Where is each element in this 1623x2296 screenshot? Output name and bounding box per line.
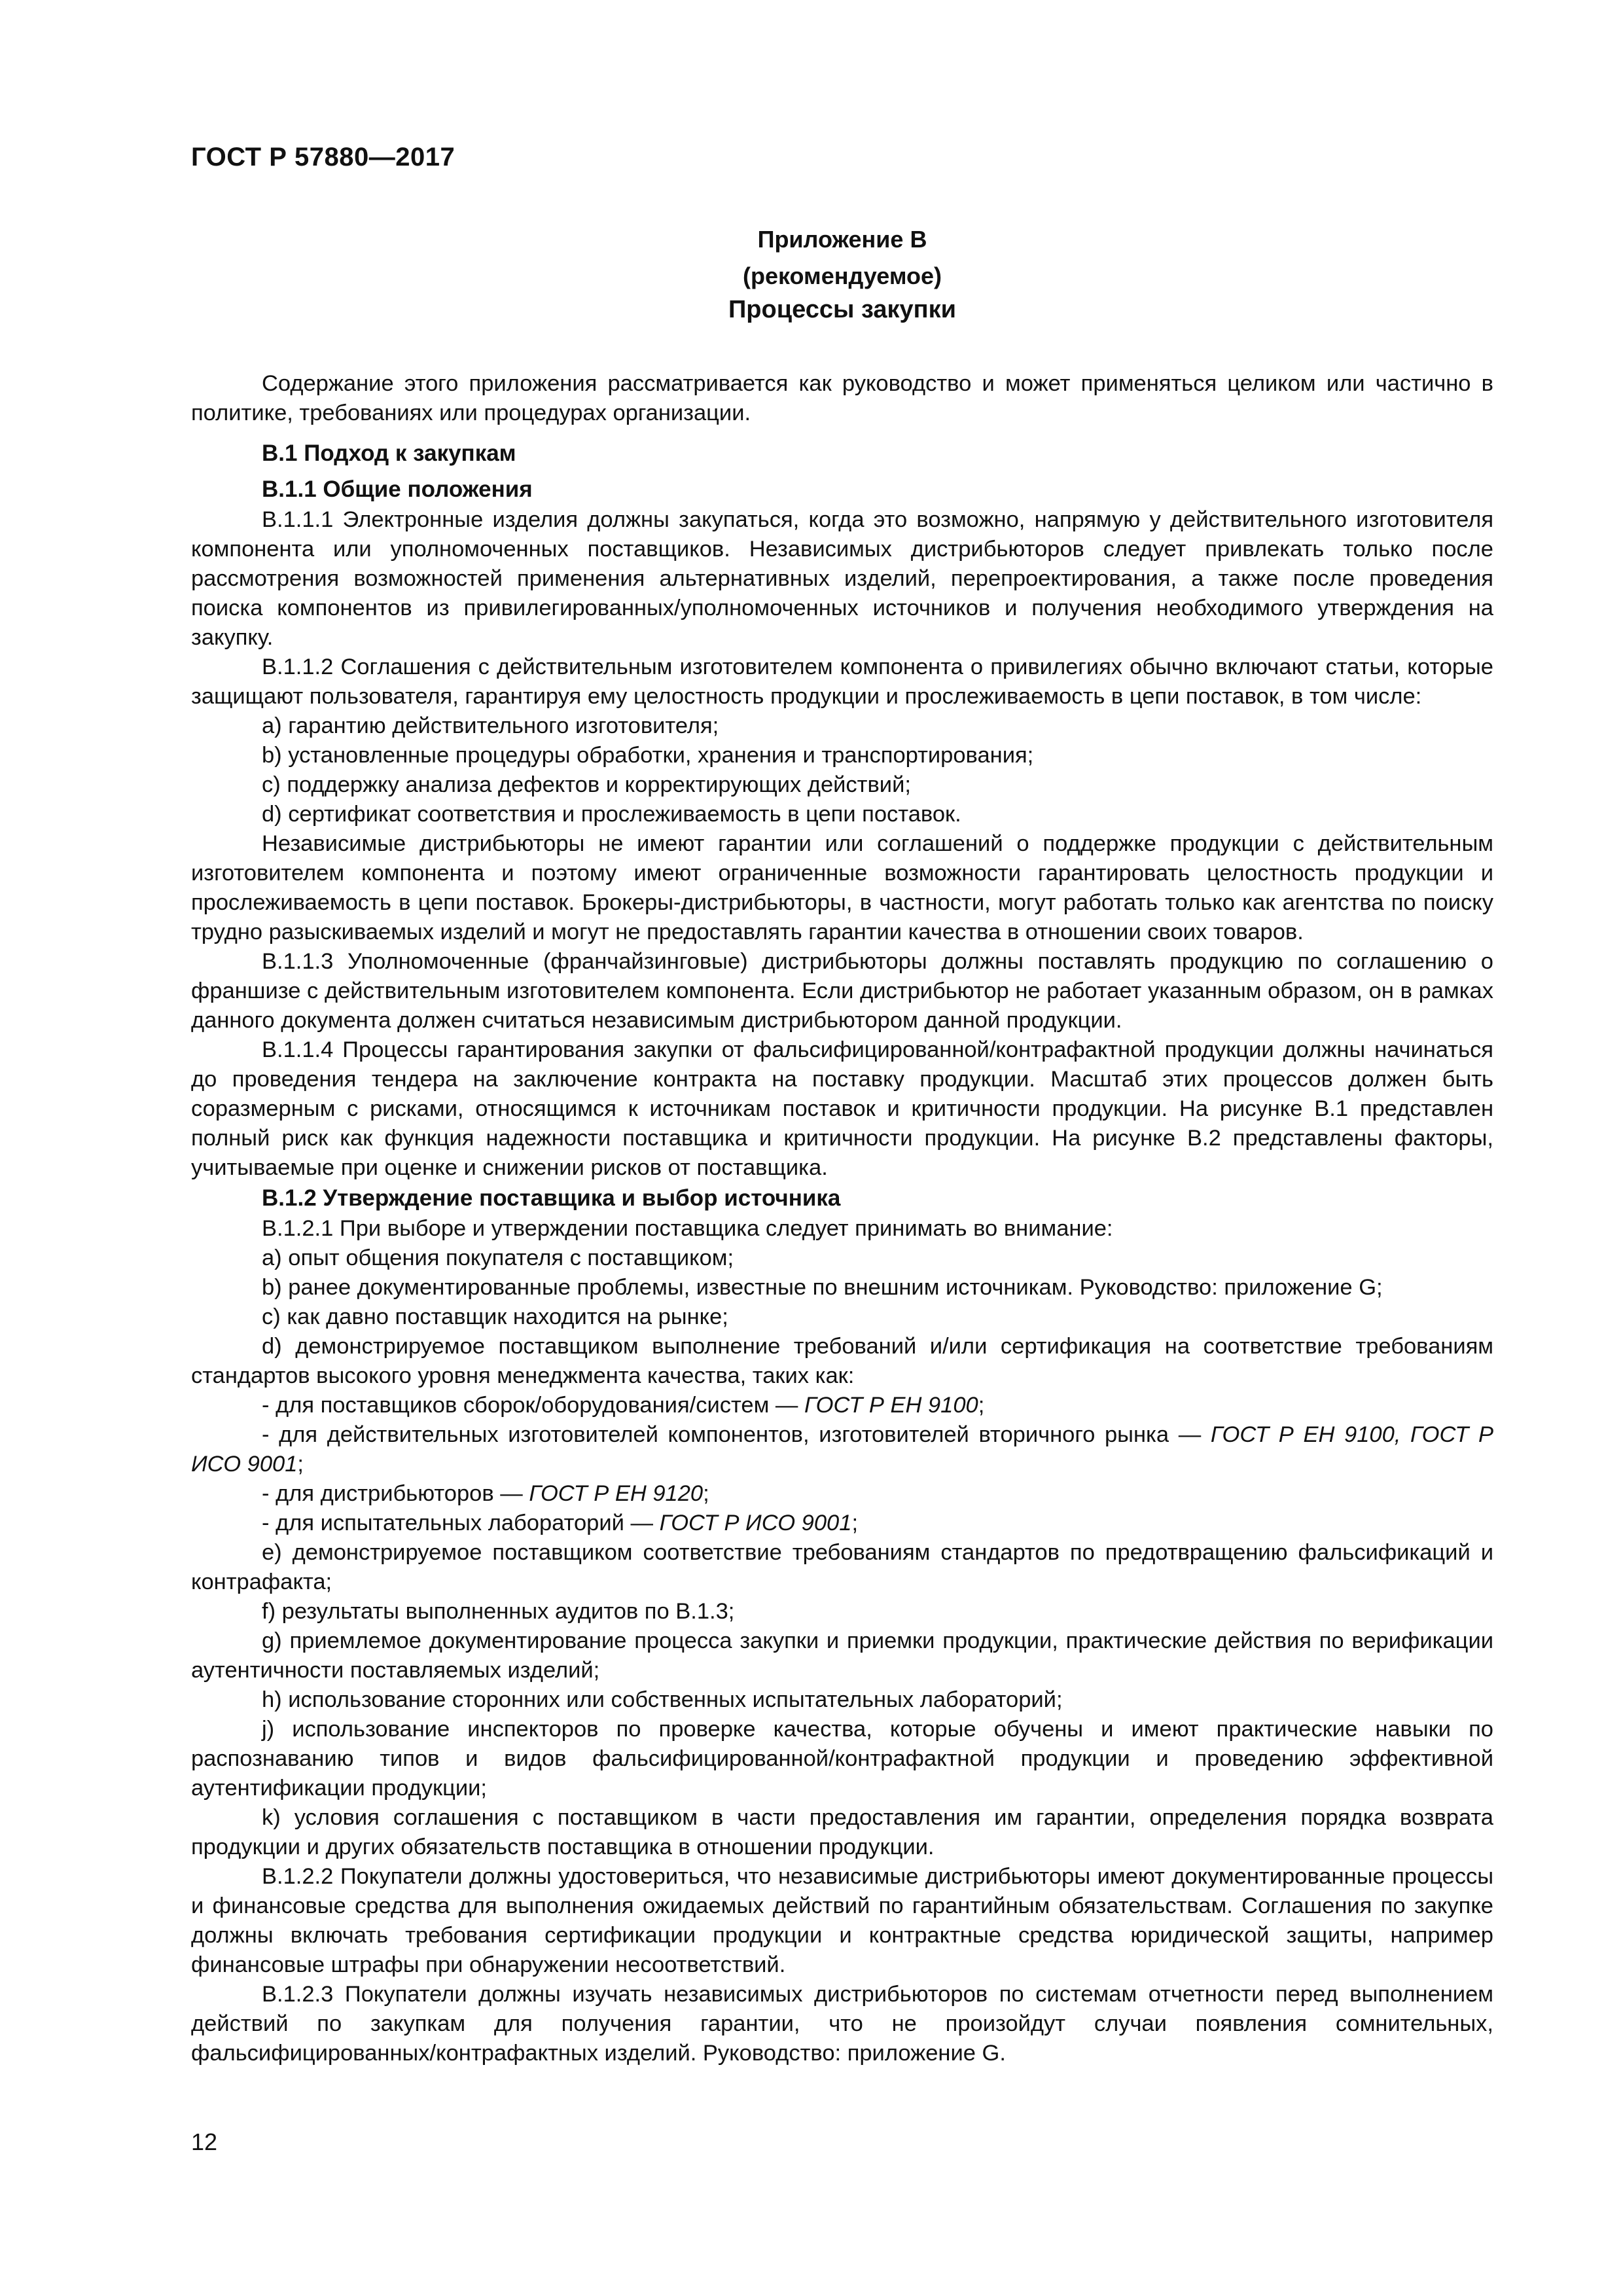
list-item-b: b) ранее документированные проблемы, известные по внешним источникам. Руководство: приложение G;: [262, 1275, 1383, 1300]
appendix-status: (рекомендуемое): [743, 262, 942, 289]
list-item-b: b) установленные процедуры обработки, хранения и транспортирования;: [262, 743, 1034, 768]
sublist-text: - для испытательных лабораторий —: [262, 1511, 660, 1535]
sublist-end: ;: [978, 1393, 985, 1418]
sublist-item: [191, 1479, 1493, 1509]
sublist-item: [191, 1391, 1493, 1420]
standard-reference: ГОСТ Р ЕН 9100, ГОСТ Р ИСО 9001: [191, 1422, 1493, 1477]
sublist-text: - для действительных изготовителей компонентов, изготовителей вторичного рынка —: [262, 1422, 1211, 1447]
standard-reference: ГОСТ Р ИСО 9001: [659, 1511, 852, 1535]
paragraph-b123: В.1.2.3 Покупатели должны изучать независимых дистрибьюторов по системам отчетности перед выполнением действий по закупкам для получения гарантии, что не произойдут случаи появления сомнительных, фальсифицированных/контрафактных изделий. Руководство: приложение G.: [191, 1982, 1493, 2066]
paragraph-b114: В.1.1.4 Процессы гарантирования закупки от фальсифицированной/контрафактной продукции должны начинаться до проведения тендера на заключение контракта на поставку продукции. Масштаб этих процессов должен быть соразмерным с рисками, относящимся к источникам поставок и критичности продукции. На рисунке В.1 представлен полный риск как функция надежности поставщика и критичности продукции. На рисунке В.2 представлены факторы, учитываемые при оценке и снижении рисков от поставщика.: [191, 1037, 1493, 1180]
paragraph-b121: В.1.2.1 При выборе и утверждении поставщика следует принимать во внимание:: [262, 1216, 1113, 1241]
page-number: 12: [191, 2128, 218, 2155]
list-item-c: c) поддержку анализа дефектов и корректирующих действий;: [262, 772, 911, 797]
paragraph-b113: В.1.1.3 Уполномоченные (франчайзинговые) дистрибьюторы должны поставлять продукцию по соглашению о франшизе с действительным изготовителем компонента. Если дистрибьютор не работает указанным образом, он в рамках данного документа должен считаться независимым дистрибьютором данной продукции.: [191, 949, 1493, 1033]
paragraph-independent-distributors: Независимые дистрибьюторы не имеют гарантии или соглашений о поддержке продукции с действительным изготовителем компонента и поэтому имеют ограниченные возможности гарантировать целостность продукции и прослеживаемость в цепи поставок. Брокеры-дистрибьюторы, в частности, могут работать только как агентства по поиску трудно разыскиваемых изделий и могут не предоставлять гарантии качества в отношении своих товаров.: [191, 831, 1493, 944]
list-item-a: a) опыт общения покупателя с поставщиком;: [262, 1246, 734, 1270]
paragraph-b111: В.1.1.1 Электронные изделия должны закупаться, когда это возможно, напрямую у действительного изготовителя компонента или уполномоченных поставщиков. Независимых дистрибьюторов следует привлекать только после рассмотрения возможностей применения альтернативных изделий, перепроектирования, а также после проведения поиска компонентов из привилегированных/уполномоченных источников и получения необходимого утверждения на закупку.: [191, 507, 1493, 650]
standard-reference: ГОСТ Р ЕН 9120: [529, 1481, 704, 1506]
sublist-end: ;: [851, 1511, 859, 1535]
list-item-e: e) демонстрируемое поставщиком соответствие требованиям стандартов по предотвращению фальсификаций и контрафакта;: [191, 1540, 1493, 1594]
intro-paragraph: Содержание этого приложения рассматривается как руководство и может применяться целиком или частично в политике, требованиях или процедурах организации.: [191, 371, 1493, 425]
appendix-heading: Процессы закупки: [728, 296, 956, 323]
list-item-d: d) сертификат соответствия и прослеживаемость в цепи поставок.: [262, 802, 961, 827]
sublist-item: [191, 1420, 1493, 1479]
list-item-h: h) использование сторонних или собственных испытательных лабораторий;: [262, 1687, 1063, 1712]
list-item-a: a) гарантию действительного изготовителя;: [262, 713, 719, 738]
sublist-text: - для поставщиков сборок/оборудования/систем —: [262, 1393, 804, 1418]
list-item-g: g) приемлемое документирование процесса закупки и приемки продукции, практические действия по верификации аутентичности поставляемых изделий;: [191, 1628, 1493, 1683]
section-b1-title: В.1 Подход к закупкам: [262, 440, 516, 466]
paragraph-b112: В.1.1.2 Соглашения с действительным изготовителем компонента о привилегиях обычно включают статьи, которые защищают пользователя, гарантируя ему целостность продукции и прослеживаемость в цепи поставок, в том числе:: [191, 655, 1493, 709]
appendix-caption: [191, 221, 1493, 295]
list-item-k: k) условия соглашения с поставщиком в части предоставления им гарантии, определения порядка возврата продукции и других обязательств поставщика в отношении продукции.: [191, 1805, 1493, 1859]
paragraph-b122: В.1.2.2 Покупатели должны удостовериться, что независимые дистрибьюторы имеют документированные процессы и финансовые средства для выполнения ожидаемых действий по гарантийным обязательствам. Соглашения по закупке должны включать требования сертификации продукции и контрактные средства юридической защиты, например финансовые штрафы при обнаружении несоответствий.: [191, 1864, 1493, 1977]
section-b11-title: В.1.1 Общие положения: [262, 476, 533, 502]
appendix-title: Приложение В: [757, 226, 927, 253]
sublist-item: [191, 1509, 1493, 1538]
list-item-d: d) демонстрируемое поставщиком выполнение требований и/или сертификация на соответствие требованиям стандартов высокого уровня менеджмента качества, таких как:: [191, 1334, 1493, 1388]
sublist-end: ;: [297, 1452, 304, 1477]
standard-reference: ГОСТ Р ЕН 9100: [804, 1393, 978, 1418]
sublist-text: - для дистрибьюторов —: [262, 1481, 529, 1506]
list-item-f: f) результаты выполненных аудитов по В.1.3;: [262, 1599, 735, 1624]
document-code: ГОСТ Р 57880—2017: [191, 143, 455, 171]
document-body: [191, 369, 1493, 2068]
list-item-j: j) использование инспекторов по проверке качества, которые обучены и имеют практические навыки по распознаванию типов и видов фальсифицированной/контрафактной продукции и проведению эффективной аутентификации продукции;: [191, 1717, 1493, 1801]
sublist-end: ;: [703, 1481, 709, 1506]
section-b12-title: В.1.2 Утверждение поставщика и выбор источника: [262, 1185, 841, 1211]
list-item-c: c) как давно поставщик находится на рынке;: [262, 1304, 728, 1329]
